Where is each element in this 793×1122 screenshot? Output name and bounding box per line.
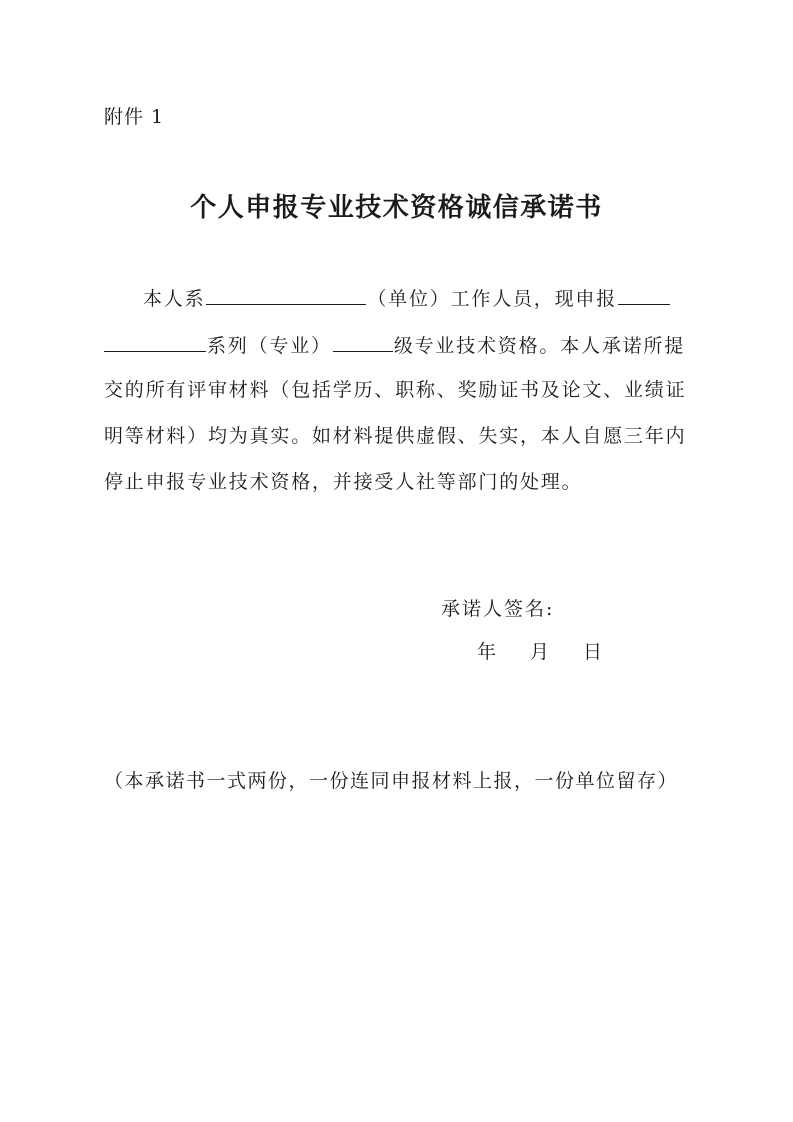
date-month: 月: [530, 641, 550, 663]
body-line-5: 停止申报专业技术资格，并接受人社等部门的处理。: [104, 471, 583, 493]
body-text: 系列（专业）: [207, 335, 332, 357]
body-line-2: [104, 331, 685, 359]
date-year: 年: [477, 641, 497, 663]
document-title: 个人申报专业技术资格诚信承诺书: [190, 193, 603, 223]
body-text: （单位）工作人员，现申报: [367, 288, 618, 310]
footnote: （本承诺书一式两份，一份连同申报材料上报，一份单位留存）: [104, 770, 679, 792]
signature-label: 承诺人签名:: [441, 598, 555, 620]
body-line-1: [143, 284, 671, 312]
body-text: 级专业技术资格。本人承诺所提: [393, 335, 686, 357]
series-blank-end[interactable]: [104, 331, 206, 352]
series-blank-start[interactable]: [618, 284, 670, 305]
body-text: 本人系: [143, 288, 206, 310]
body-line-3: 交的所有评审材料（包括学历、职称、奖励证书及论文、业绩证: [104, 379, 687, 401]
attachment-label: 附件 1: [104, 106, 165, 128]
date-day: 日: [583, 641, 603, 663]
body-line-4: 明等材料）均为真实。如材料提供虚假、失实，本人自愿三年内: [104, 425, 687, 447]
level-blank[interactable]: [333, 331, 393, 352]
unit-blank[interactable]: [206, 284, 366, 305]
